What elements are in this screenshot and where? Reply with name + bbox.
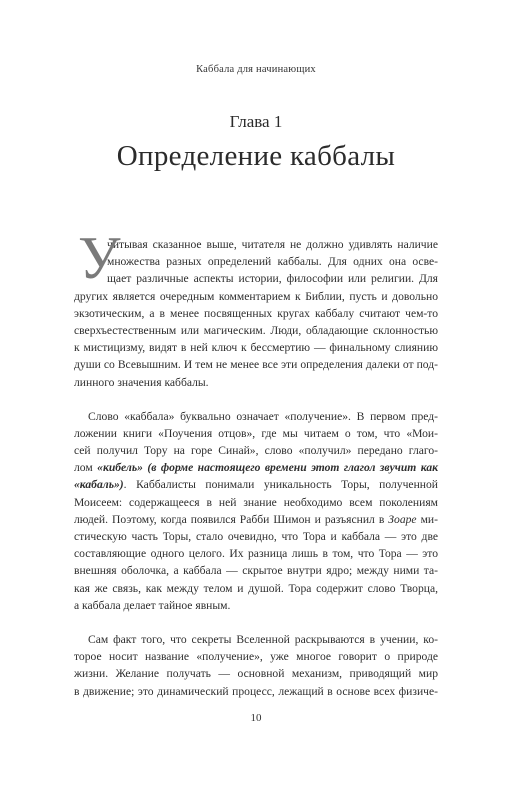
emphasis-text: «кибель» (в форме настоящего времени этот глагол звучит как	[97, 461, 438, 475]
text-line	[74, 476, 438, 493]
page-number: 10	[250, 712, 262, 724]
text-line: к мистицизму, видят в ней ключ к бессмертию — финальному слиянию	[74, 341, 438, 355]
text-run: . Каббалисты понимали уникальность Торы, полученной	[123, 478, 438, 492]
running-head: Каббала для начинающих	[196, 64, 316, 75]
emphasis-text: «кабаль»)	[74, 478, 124, 492]
text-line: читывая сказанное выше, читателя не должно удивлять наличие	[107, 238, 438, 251]
text-line: щает различные аспекты истории, философии или религии. Для	[107, 272, 438, 286]
chapter-title: Определение каббалы	[116, 140, 396, 172]
text-line: внешняя оболочка, а каббала — скрытое внутри ядро; между ними та-	[74, 564, 438, 578]
text-line: торое носит название «получение», уже многое говорит о природе	[74, 650, 438, 664]
text-line: кая же связь, как между телом и душой. Тора содержит слово Творца,	[74, 581, 438, 595]
paragraph-1	[74, 225, 438, 391]
paragraph-2	[74, 408, 438, 614]
text-line: стическую часть Торы, стало очевидно, что Тора и каббала — это две	[74, 530, 438, 543]
text-line: сей получил Тору на горе Синай», слово «получил» передано глаго-	[74, 444, 438, 458]
text-line: Моисеем: содержащееся в ней знание необходимо всем поколениям	[74, 495, 438, 509]
text-line	[74, 511, 438, 528]
text-line: других является очередным комментарием к Библии, пусть и довольно	[74, 289, 438, 303]
text-line: Слово «каббала» буквально означает «получение». В первом пред-	[88, 409, 438, 423]
text-line: множества разных определений каббалы. Для одних она осве-	[107, 255, 438, 269]
text-run: ми-	[416, 512, 438, 526]
paragraph-3	[74, 631, 438, 700]
text-line: Сам факт того, что секреты Вселенной раскрываются в учении, ко-	[88, 632, 438, 646]
text-line: в движение; это динамический процесс, лежащий в основе всех физиче-	[74, 684, 438, 698]
text-line: ложении книги «Поучения отцов», где мы читаем о том, что «Мои-	[74, 426, 438, 440]
text-line: составляющие одного целого. Их разница лишь в том, что Тора — это	[74, 547, 438, 561]
text-line: жизни. Желание получать — основной механизм, приводящий мир	[74, 667, 438, 681]
body-text	[74, 225, 438, 700]
text-line: а каббала делает тайное явным.	[74, 598, 231, 612]
chapter-label: Глава 1	[229, 112, 283, 131]
text-line: души со Всевышним. И тем не менее все эти определения далеки от под-	[74, 358, 438, 372]
text-line: сверхъестественным или магическим. Люди, обладающие склонностью	[74, 323, 438, 337]
text-line: экзотическим, а в менее посвященных кругах каббалу считают чем-то	[74, 306, 438, 320]
text-run: лом	[74, 461, 98, 475]
text-run: людей. Поэтому, когда появился Рабби Шимон и разъяснил в	[74, 512, 389, 526]
text-line	[74, 459, 438, 476]
text-line: линного значения каббалы.	[74, 375, 209, 389]
drop-cap: У	[78, 225, 121, 291]
italic-text: Зоаре	[388, 512, 417, 526]
